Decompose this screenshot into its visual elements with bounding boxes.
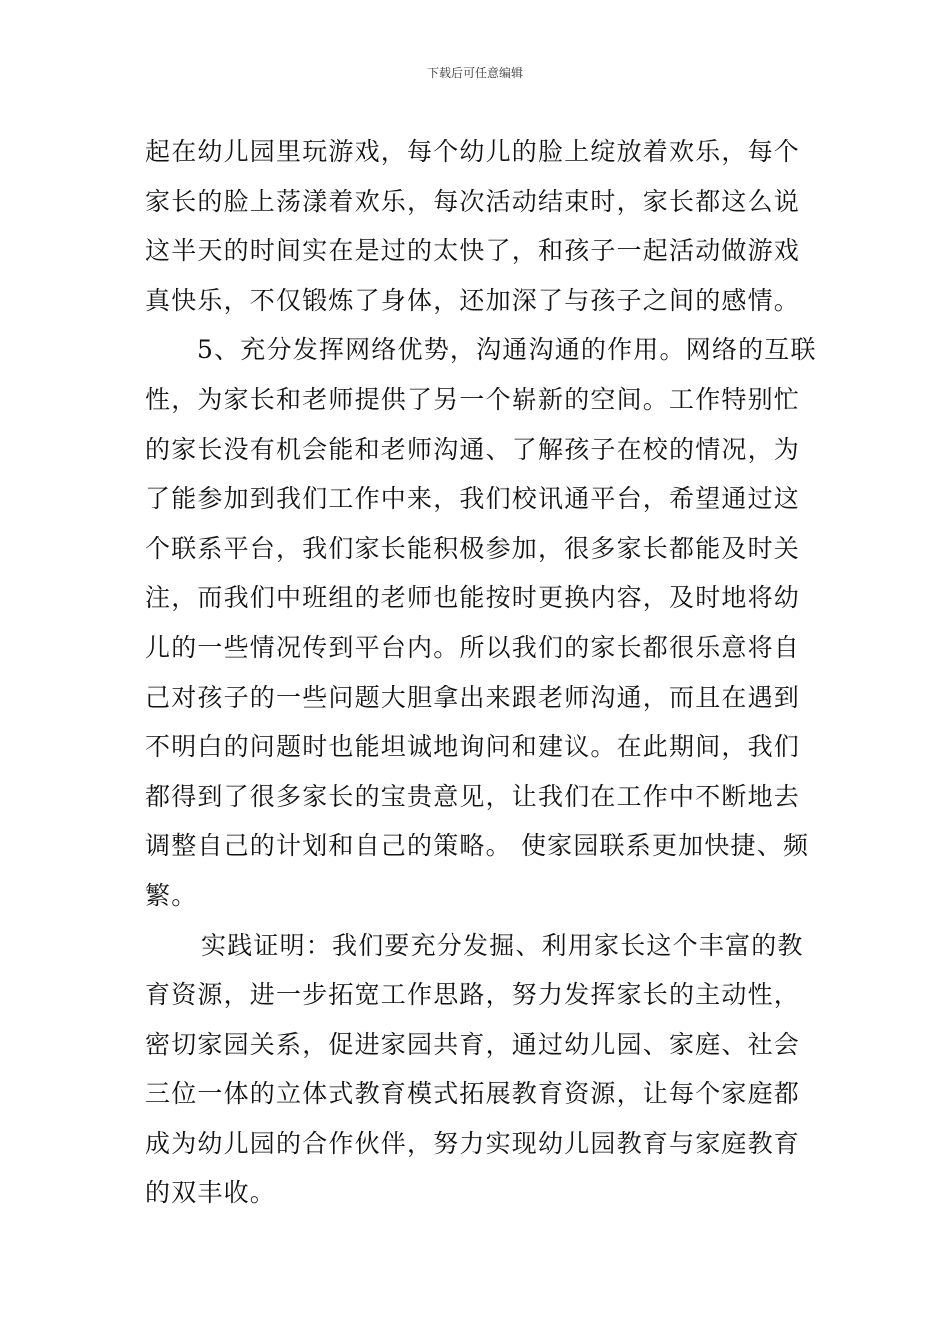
text-line: 己对孩子的一些问题大胆拿出来跟老师沟通，而且在遇到 [145,682,801,712]
text-line: 密切家园关系，促进家园共育，通过幼儿园、家庭、社会 [145,1029,801,1059]
text-line: 调整自己的计划和自己的策略。 使家园联系更加快捷、频 [145,831,810,861]
text-line: 成为幼儿园的合作伙伴，努力实现幼儿园教育与家庭教育 [145,1128,801,1158]
text-line: 三位一体的立体式教育模式拓展教育资源，让每个家庭都 [145,1079,801,1109]
text-line: 真快乐，不仅锻炼了身体，还加深了与孩子之间的感情。 [145,285,801,315]
text-line: 儿的一些情况传到平台内。所以我们的家长都很乐意将自 [145,632,801,662]
text-line: 育资源，进一步拓宽工作思路，努力发挥家长的主动性， [145,980,801,1010]
text-line: 家长的脸上荡漾着欢乐，每次活动结束时，家长都这么说 [145,186,801,216]
body-text [145,127,815,1218]
text-line: 注，而我们中班组的老师也能按时更换内容，及时地将幼 [145,583,801,613]
text-line: 不明白的问题时也能坦诚地询问和建议。在此期间，我们 [145,732,801,762]
text-line: 的家长没有机会能和老师沟通、了解孩子在校的情况，为 [145,434,801,464]
text-line: 都得到了很多家长的宝贵意见，让我们在工作中不断地去 [145,781,801,811]
paragraph-start-line: 实践证明：我们要充分发掘、利用家长这个丰富的教 [201,930,804,960]
text-line: 的双丰收。 [145,1178,277,1208]
page-header: 下载后可任意编辑 [426,66,523,80]
text-line: 性，为家长和老师提供了另一个崭新的空间。工作特别忙 [145,384,801,414]
text-line: 起在幼儿园里玩游戏，每个幼儿的脸上绽放着欢乐，每个 [145,137,801,166]
paragraph-start-line: 5、充分发挥网络优势，沟通沟通的作用。网络的互联 [197,335,817,365]
text-line: 了能参加到我们工作中来，我们校讯通平台，希望通过这 [145,484,801,514]
text-line: 繁。 [145,880,198,910]
text-line: 这半天的时间实在是过的太快了，和孩子一起活动做游戏 [145,236,801,266]
text-line: 个联系平台，我们家长能积极参加，很多家长都能及时关 [145,533,801,563]
